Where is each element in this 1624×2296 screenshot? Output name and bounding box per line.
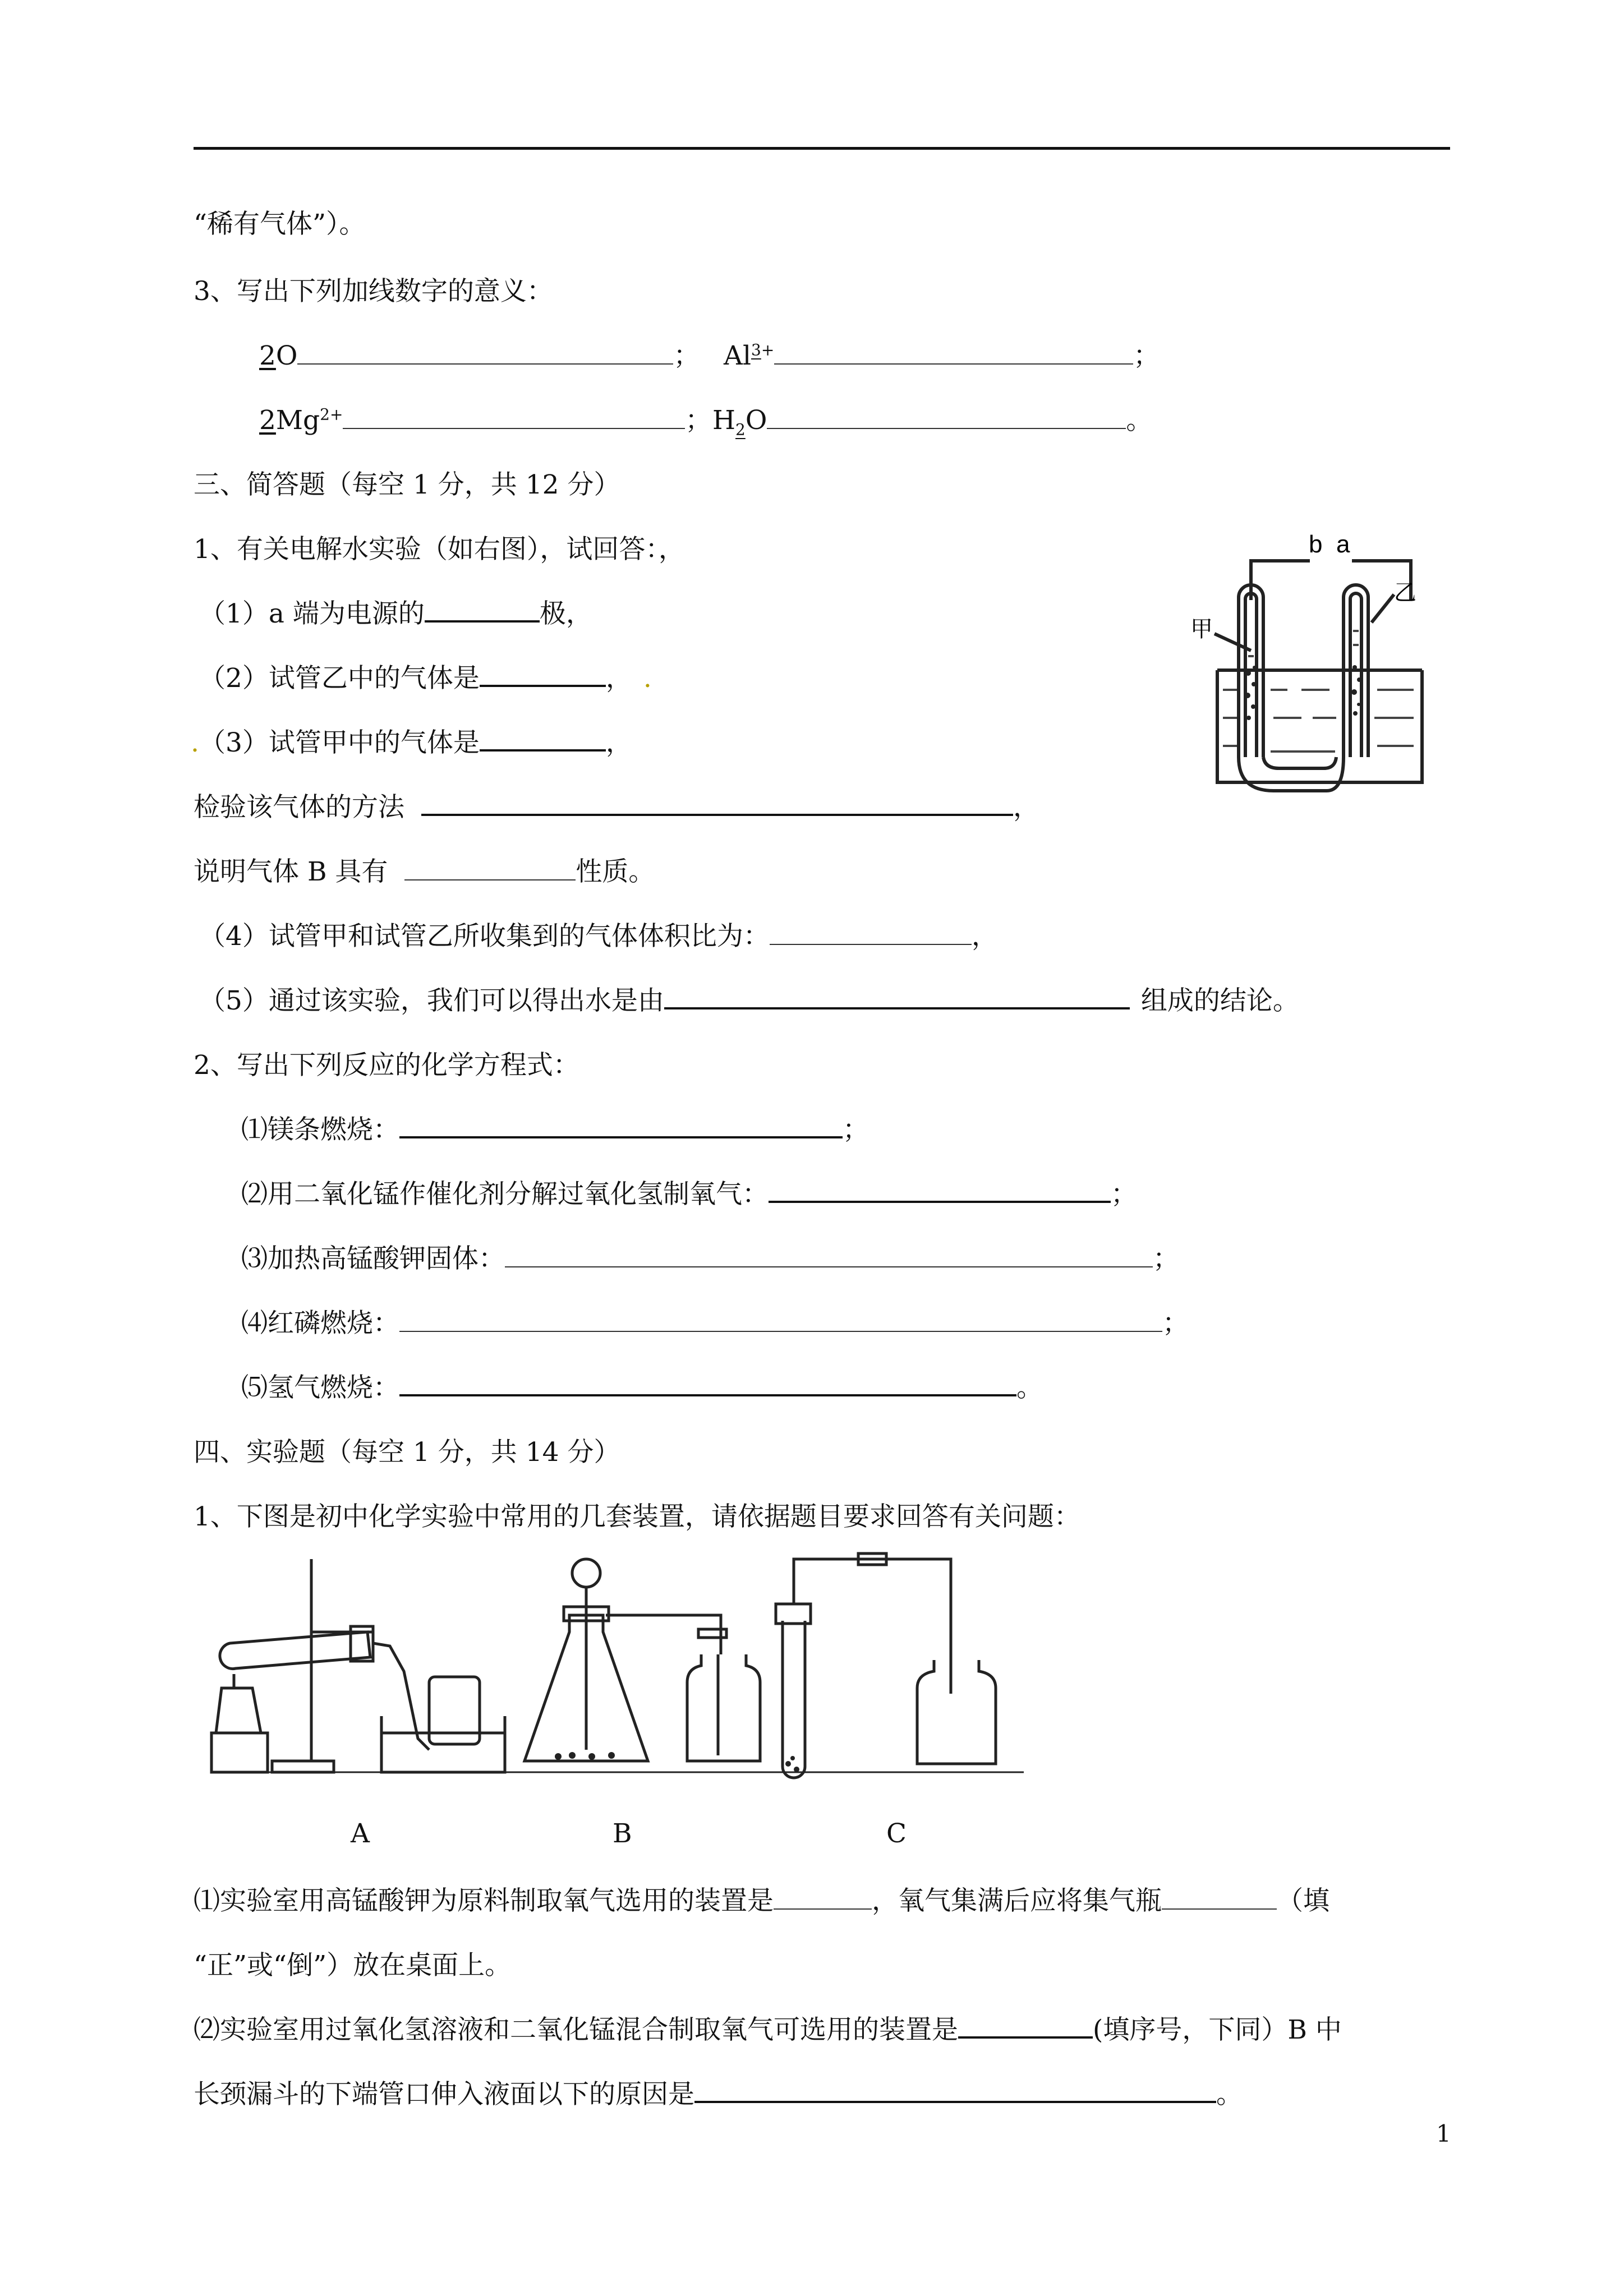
q3-item-h2o: $H_2O$ 。 [712, 405, 1153, 439]
s3-q1-property: 说明气体 B 具有 性质。 [194, 856, 655, 887]
s4-q1-p1: ⑴实验室用高锰酸钾为原料制取氧气选用的装置是 ，氧气集满后应将集气瓶 （填 [194, 1885, 1329, 1916]
tube-jia-label: 甲 [1190, 616, 1213, 642]
answer-blank[interactable] [399, 1114, 843, 1138]
apparatus-figure [199, 1548, 1052, 1795]
electrolysis-figure [1189, 533, 1453, 808]
section3-title: 三、简答题（每空 1 分，共 12 分） [194, 469, 620, 500]
answer-blank[interactable] [958, 2014, 1093, 2039]
answer-blank[interactable] [421, 791, 1013, 816]
answer-blank[interactable] [774, 341, 1133, 365]
section4-title: 四、实验题（每空 1 分，共 14 分） [194, 1437, 620, 1468]
answer-blank[interactable] [1162, 1886, 1277, 1910]
answer-blank[interactable] [343, 405, 685, 429]
answer-blank[interactable] [774, 1886, 872, 1910]
s4-q1-p2: ⑵实验室用过氧化氢溶液和二氧化锰混合制取氧气可选用的装置是 (填序号，下同）B 中 [194, 2014, 1342, 2045]
apparatus-label-c: C [886, 1818, 907, 1849]
answer-blank[interactable] [769, 1178, 1111, 1203]
q3-item-2o: 2O ； [259, 340, 700, 371]
q3-digit: 2 [259, 340, 276, 371]
answer-blank[interactable] [425, 598, 540, 623]
s4-q1-title: 1、下图是初中化学实验中常用的几套装置，请依据题目要求回答有关问题： [194, 1501, 1080, 1532]
answer-blank[interactable] [480, 727, 606, 751]
s3-q1-p1: （1）a 端为电源的 极， [199, 598, 592, 629]
s3-q1-p3: .（3）试管甲中的气体是 ， [191, 727, 632, 758]
apparatus-label-a: A [351, 1818, 370, 1849]
equation-3: ⑶加热高锰酸钾固体： ； [241, 1243, 1179, 1274]
terminal-b-label: b [1309, 533, 1323, 558]
answer-blank[interactable] [297, 341, 673, 365]
equation-2: ⑵用二氧化锰作催化剂分解过氧化氢制氧气： ； [241, 1179, 1137, 1210]
header-rule [194, 147, 1450, 150]
s3-q1-check: 检验该气体的方法 ， [194, 792, 1039, 823]
answer-blank[interactable] [694, 2078, 1216, 2103]
equation-1: ⑴镁条燃烧： ； [241, 1114, 869, 1145]
page-number: 1 [1436, 2120, 1451, 2147]
answer-blank[interactable] [399, 1372, 1016, 1396]
terminal-a-label: a [1336, 533, 1350, 558]
s4-q1-p1-line2: “正”或“倒”）放在桌面上。 [194, 1950, 512, 1981]
answer-blank[interactable] [404, 857, 576, 880]
s3-q1-title: 1、有关电解水实验（如右图），试回答：， [194, 534, 685, 565]
answer-blank[interactable] [505, 1244, 1153, 1267]
answer-blank[interactable] [664, 985, 1130, 1009]
s3-q1-p5: （5）通过该实验，我们可以得出水是由 组成的结论。 [199, 985, 1299, 1016]
equation-4: ⑷红磷燃烧： ； [241, 1308, 1189, 1339]
s3-q1-p2: （2）试管乙中的气体是 ， . [199, 663, 652, 694]
q3-title: 3、写出下列加线数字的意义： [194, 276, 553, 307]
q2-tail-text: “稀有气体”）。 [194, 209, 366, 239]
s3-q1-p4: （4）试管甲和试管乙所收集到的气体体积比为： ， [199, 921, 998, 952]
answer-blank[interactable] [770, 921, 972, 945]
tube-yi-label: 乙 [1394, 580, 1416, 606]
s3-q2-title: 2、写出下列反应的化学方程式： [194, 1050, 579, 1081]
apparatus-label-b: B [613, 1818, 632, 1849]
q3-item-2mg: $2Mg^{2+}$ ； [259, 405, 712, 436]
q3-item-al3: $Al^{3+}$ ； [724, 340, 1160, 371]
answer-blank[interactable] [399, 1308, 1162, 1332]
s4-q1-p2-line2: 长颈漏斗的下端管口伸入液面以下的原因是 。 [194, 2079, 1243, 2110]
answer-blank[interactable] [480, 662, 606, 687]
answer-blank[interactable] [767, 405, 1126, 429]
equation-5: ⑸氢气燃烧： 。 [241, 1372, 1043, 1403]
